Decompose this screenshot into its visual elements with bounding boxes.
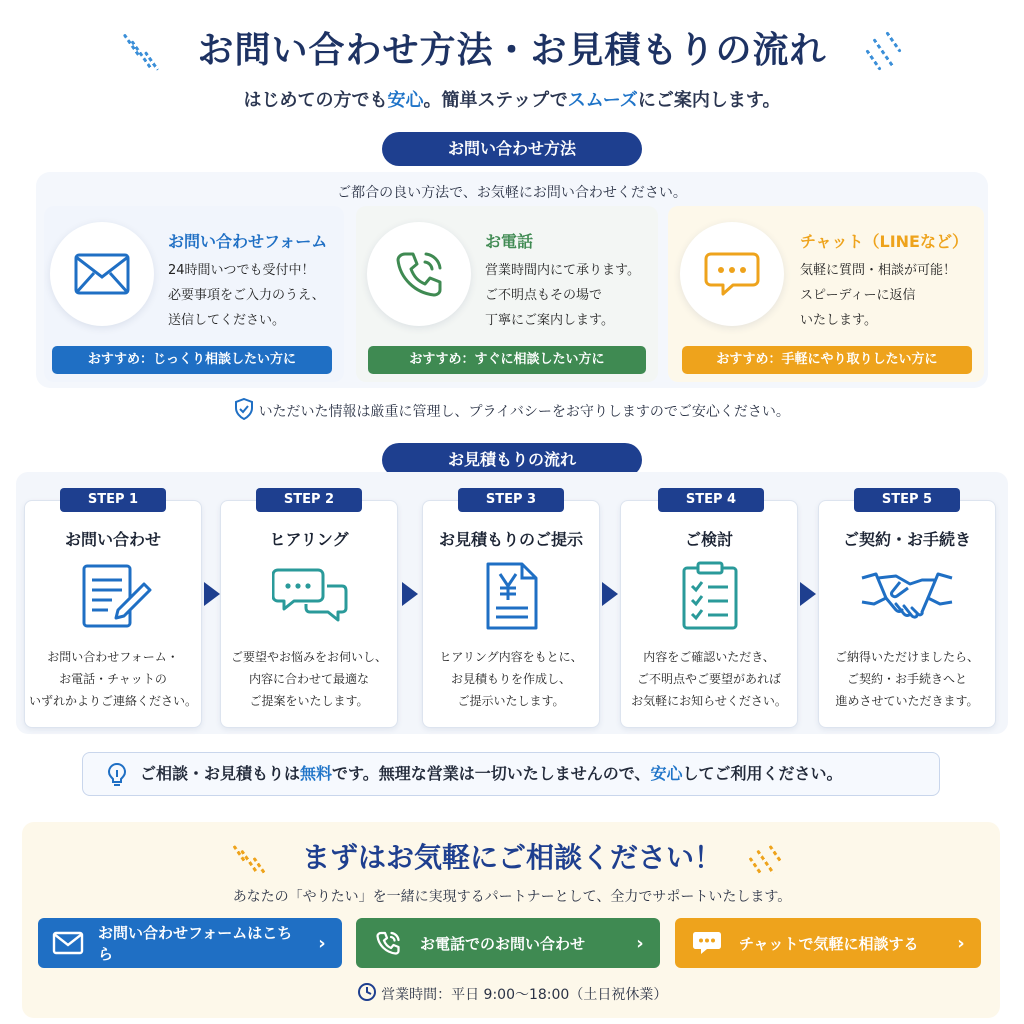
method-desc-form [168,258,325,333]
method-title-form: お問い合わせフォーム [168,232,328,251]
method-desc-line: ご不明点もその場で [485,288,603,303]
page-subtitle [0,86,1024,112]
chat-cta-label: チャットで気軽に相談する [739,934,919,953]
recommend-bar-chat: おすすめ：手軽にやり取りしたい方に [682,346,972,374]
chat-icon-circle [680,222,784,326]
lightbulb-icon [106,762,128,792]
step-desc-line: お問い合わせフォーム・ [47,650,179,664]
step-desc-line: ご納得いただけましたら、 [834,650,979,664]
step-badge-3: STEP 3 [458,488,564,512]
method-title-chat: チャット（LINEなど） [800,232,968,251]
subtitle-text-3: にご案内します。 [637,90,781,111]
method-desc-line: 必要事項をご入力のうえ、 [168,288,325,303]
method-desc-line: スピーディーに返信 [800,288,916,303]
method-desc-line: いたします。 [800,313,877,328]
step-desc-line: 内容に合わせて最適な [248,672,369,686]
method-title-phone: お電話 [485,232,534,251]
form-cta-button[interactable] [38,918,342,968]
free-note-part: ご相談・お見積もりは [140,764,301,783]
step-desc-line: お電話・チャットの [59,672,167,686]
step-desc-line: ご不明点やご要望があれば [636,672,781,686]
envelope-icon [74,253,130,295]
step-desc-line: ご要望やお悩みをお伺いし、 [230,650,387,664]
chevron-right-icon: › [636,932,644,954]
phone-icon [356,929,420,957]
step-desc-line: いずれかよりご連絡ください。 [28,694,197,708]
step-desc-line: お気軽にお知らせください。 [631,694,787,708]
step-desc-line: ご契約・お手続きへと [846,672,967,686]
phone-cta-label: お電話でのお問い合わせ [420,934,586,953]
method-desc-chat [800,258,956,333]
step-desc-line: お見積もりを作成し、 [450,672,571,686]
phone-icon-circle [367,222,471,326]
chat-cta-button[interactable] [675,918,981,968]
step-arrow-3 [602,582,618,606]
method-desc-line: 気軽に質問・相談が可能！ [800,263,957,278]
clock-icon [357,990,381,1006]
chat-bubble-icon [703,250,761,298]
step-badge-1: STEP 1 [60,488,166,512]
checklist-clipboard-icon [680,560,740,636]
free-note-part: です。無理な営業は一切いたしませんので、 [332,764,651,783]
recommend-bar-phone: おすすめ：すぐに相談したい方に [368,346,646,374]
step-desc-line: 進めさせていただきます。 [835,694,979,708]
chevron-right-icon: › [318,932,326,954]
subtitle-text-1: はじめての方でも [243,90,388,111]
chat-bubble-icon [675,930,739,956]
flow-heading: お見積もりの流れ [382,443,642,477]
privacy-note [0,398,1024,424]
business-hours [0,982,1024,1006]
step-desc-2 [220,646,398,712]
yen-document-icon [484,560,540,636]
step-arrow-1 [204,582,220,606]
form-cta-label: お問い合わせフォームはこちら [98,924,293,963]
step-title-5: ご契約・お手続き [842,530,971,549]
method-desc-phone [485,258,640,333]
phone-icon [391,246,447,302]
contact-intro: ご都合の良い方法で、お気軽にお問い合わせください。 [337,185,687,201]
step-desc-line: 内容をご確認いただき、 [643,650,775,664]
step-desc-1 [24,646,202,712]
step-arrow-2 [402,582,418,606]
step-title-3: お見積もりのご提示 [438,530,583,549]
contact-heading: お問い合わせ方法 [382,132,642,166]
step-title-4: ご検討 [684,530,733,549]
free-note-part: してご利用ください。 [682,764,843,783]
privacy-text: いただいた情報は厳重に管理し、プライバシーをお守りしますのでご安心ください。 [258,404,790,420]
method-desc-line: 丁寧にご案内します。 [485,313,614,328]
free-note-highlight-free: 無料 [300,764,333,783]
speech-bubbles-icon [272,566,348,632]
method-desc-line: 送信してください。 [168,313,286,328]
step-desc-line: ご提案をいたします。 [249,694,369,708]
cta-title: まずはお気軽にご相談ください！ [301,841,722,874]
recommend-bar-form: おすすめ：じっくり相談したい方に [52,346,332,374]
chevron-right-icon: › [957,932,965,954]
sparkle-right-icon [866,28,906,84]
free-note-text [140,752,930,796]
step-badge-2: STEP 2 [256,488,362,512]
handshake-icon [860,568,954,630]
free-note-highlight-anshin: 安心 [650,764,683,783]
shield-check-icon [234,408,258,424]
step-badge-4: STEP 4 [658,488,764,512]
step-desc-line: ご提示いたします。 [457,694,565,708]
method-desc-line: 24時間いつでも受付中！ [168,263,315,278]
phone-cta-button[interactable] [356,918,660,968]
subtitle-highlight-smooth: スムーズ [567,90,638,111]
step-desc-4 [620,646,798,712]
step-desc-5 [818,646,996,712]
method-desc-line: 営業時間内にて承ります。 [485,263,640,278]
step-title-1: お問い合わせ [64,530,161,549]
step-title-2: ヒアリング [269,530,349,549]
step-desc-3 [422,646,600,712]
page-title: お問い合わせ方法・お見積もりの流れ [197,30,827,71]
cta-subtitle: あなたの「やりたい」を一緒に実現するパートナーとして、全力でサポートいたします。 [232,889,792,905]
step-badge-5: STEP 5 [854,488,960,512]
step-arrow-4 [800,582,816,606]
subtitle-text-2: 。簡単ステップで [423,90,568,111]
form-icon-circle [50,222,154,326]
business-hours-text: 営業時間：平日 9:00〜18:00（土日祝休業） [381,987,668,1003]
subtitle-highlight-anshin: 安心 [387,90,424,111]
envelope-icon [38,931,98,955]
step-desc-line: ヒアリング内容をもとに、 [439,650,583,664]
document-pen-icon [78,562,154,636]
